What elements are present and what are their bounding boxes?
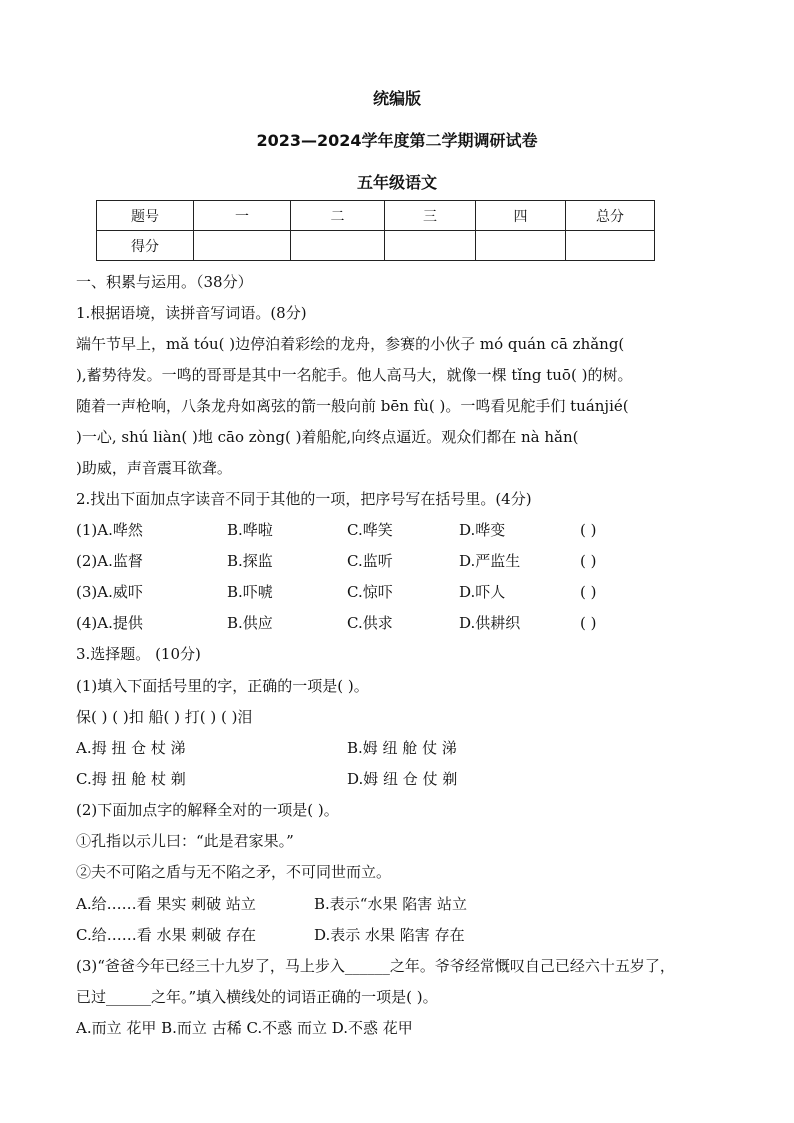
option-c: C.哗笑 [347, 521, 393, 539]
option-a: (1)A.哗然 [76, 521, 143, 539]
score-table [96, 200, 655, 261]
option-b: B.哗啦 [227, 521, 273, 539]
option-d: D.哗变 [459, 521, 506, 539]
option-a: (4)A.提供 [76, 614, 143, 632]
option-c: C.惊吓 [347, 583, 393, 601]
question-text: )一心, shú liàn( )地 cāo zòng( )着船舵,向终点逼近。观众们都在 nà hǎn( [76, 428, 579, 446]
score-input-cell[interactable] [566, 231, 655, 261]
table-cell: 得分 [97, 231, 194, 261]
quoted-sentence: ②夫不可陷之盾与无不陷之矛，不可同世而立。 [76, 863, 392, 881]
question-text: ),蓄势待发。一鸣的哥哥是其中一名舵手。他人高马大，就像一棵 tǐng tuō( )的树。 [76, 366, 633, 384]
fill-blank-line: 保( ) ( )扣 船( ) 打( ) ( )泪 [76, 708, 253, 726]
option-b: B.姆 纽 舱 仗 涕 [347, 739, 457, 757]
table-cell: 三 [385, 201, 476, 231]
score-input-cell[interactable] [291, 231, 385, 261]
question-text: 随着一声枪响，八条龙舟如离弦的箭一般向前 bēn fù( )。一鸣看见舵手们 tuánjié( [76, 397, 629, 415]
table-cell: 四 [476, 201, 566, 231]
question-text: )助威，声音震耳欲聋。 [76, 459, 232, 477]
score-table-header-row [97, 201, 655, 231]
option-b: B.吓唬 [227, 583, 273, 601]
sub-question: 已过______之年。”填入横线处的词语正确的一项是( )。 [76, 988, 438, 1006]
option-a: (2)A.监督 [76, 552, 143, 570]
options-line: A.而立 花甲 B.而立 古稀 C.不惑 而立 D.不惑 花甲 [76, 1019, 413, 1037]
option-c: C.供求 [347, 614, 393, 632]
edition-title: 统编版 [372, 89, 421, 108]
option-a: A.给……看 果实 刺破 站立 [76, 895, 256, 913]
answer-blank[interactable]: ( ) [580, 583, 597, 601]
option-b: B.探监 [227, 552, 273, 570]
option-c: C.监听 [347, 552, 393, 570]
section-heading: 一、积累与运用。（38分） [76, 273, 253, 291]
option-d: D.表示 水果 陷害 存在 [314, 926, 465, 944]
table-cell: 一 [194, 201, 291, 231]
question-title: 1.根据语境，读拼音写词语。(8分) [76, 304, 307, 322]
exam-title: 2023—2024学年度第二学期调研试卷 [256, 131, 538, 150]
score-input-cell[interactable] [385, 231, 476, 261]
score-table-score-row [97, 231, 655, 261]
table-cell: 题号 [97, 201, 194, 231]
table-cell: 二 [291, 201, 385, 231]
question-title: 2.找出下面加点字读音不同于其他的一项，把序号写在括号里。(4分) [76, 490, 532, 508]
table-cell: 总分 [566, 201, 655, 231]
question-text: 端午节早上，mǎ tóu( )边停泊着彩绘的龙舟，参赛的小伙子 mó quán cā zhǎng( [76, 335, 625, 353]
option-c: C.给……看 水果 刺破 存在 [76, 926, 257, 944]
score-input-cell[interactable] [476, 231, 566, 261]
question-title: 3.选择题。 (10分) [76, 645, 201, 663]
answer-blank[interactable]: ( ) [580, 614, 597, 632]
grade-subject-title: 五年级语文 [356, 173, 437, 192]
option-c: C.拇 扭 舱 杖 剃 [76, 770, 186, 788]
option-b: B.供应 [227, 614, 273, 632]
sub-question: (3)“爸爸今年已经三十九岁了，马上步入______之年。爷爷经常慨叹自己已经六十五岁了， [76, 957, 675, 975]
option-d: D.供耕织 [459, 614, 521, 632]
score-input-cell[interactable] [194, 231, 291, 261]
option-d: D.严监生 [459, 552, 521, 570]
option-d: D.吓人 [459, 583, 506, 601]
sub-question: (1)填入下面括号里的字，正确的一项是( )。 [76, 677, 369, 695]
option-b: B.表示“水果 陷害 站立 [314, 895, 467, 913]
quoted-sentence: ①孔指以示儿曰：“此是君家果。” [76, 832, 294, 850]
answer-blank[interactable]: ( ) [580, 552, 597, 570]
option-a: A.拇 扭 仓 杖 涕 [76, 739, 186, 757]
sub-question: (2)下面加点字的解释全对的一项是( )。 [76, 801, 339, 819]
option-d: D.姆 纽 仓 仗 剃 [347, 770, 458, 788]
option-a: (3)A.威吓 [76, 583, 143, 601]
answer-blank[interactable]: ( ) [580, 521, 597, 539]
